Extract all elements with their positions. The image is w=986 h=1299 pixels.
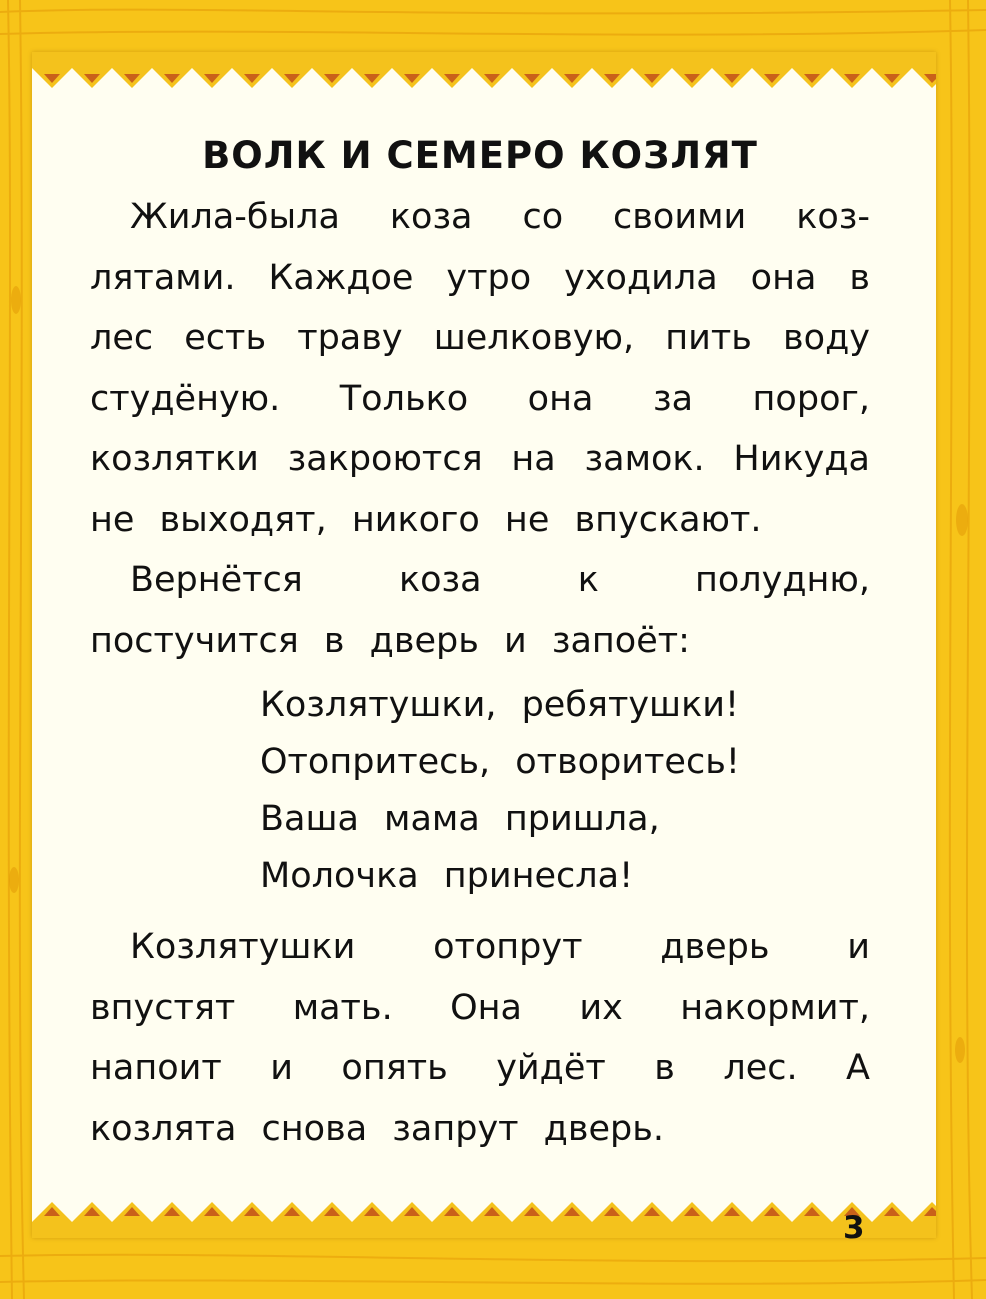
verse-line-3: Ваша мама пришла,	[260, 799, 660, 839]
verse-line-2: Отопритесь, отворитесь!	[260, 742, 740, 782]
story-text	[90, 134, 870, 1159]
story-title: ВОЛК И СЕМЕРО КОЗЛЯТ	[202, 134, 758, 177]
song-verse	[260, 677, 870, 905]
paragraph-3: Козлятушки отопрут дверь и впустят мать. Она их накормит, напоит и опять уйдёт в лес. А козлята снова запрут дверь.	[90, 927, 870, 1149]
verse-line-1: Козлятушки, ребятушки!	[260, 685, 739, 725]
zigzag-border-bottom	[32, 1198, 936, 1238]
zigzag-border-top	[32, 52, 936, 92]
paragraph-2: Вернётся коза к полудню, постучится в дверь и запоёт:	[90, 560, 870, 661]
paragraph-1: Жила-была коза со своими коз- лятами. Каждое утро уходила она в лес есть траву шелковую, пить воду студёную. Только она за порог, козлятки закроются на замок. Никуда не выходят, никого не впускают.	[90, 197, 870, 540]
page-number: 3	[843, 1210, 865, 1246]
verse-line-4: Молочка принесла!	[260, 856, 634, 896]
story-page	[32, 52, 936, 1238]
